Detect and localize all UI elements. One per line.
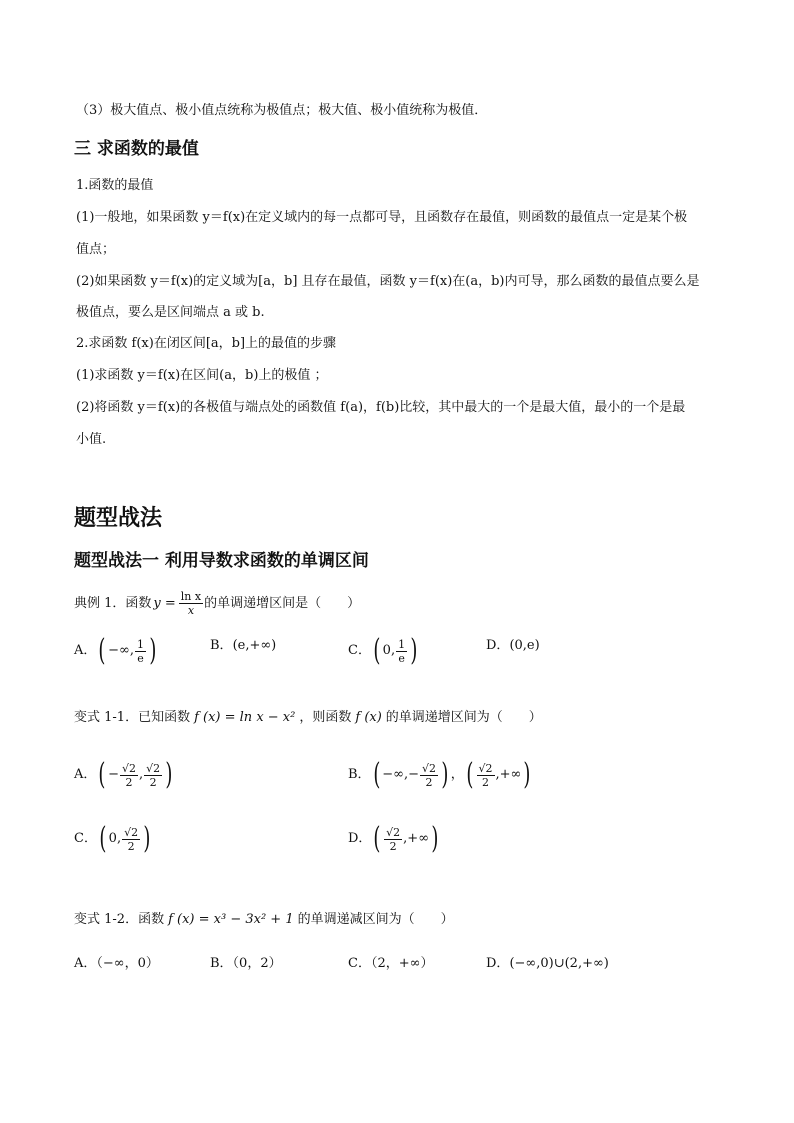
variant-1-1-option-b	[348, 757, 533, 792]
variant-1-2-option-a: A．（−∞，0）	[74, 956, 159, 971]
left-paren: (	[372, 757, 380, 792]
fraction-numerator: 1	[136, 637, 144, 651]
fraction-denominator: 2	[127, 839, 135, 853]
fraction-denominator: 2	[389, 839, 397, 853]
variant-1-1-prefix: 变式 1-1．已知函数	[74, 710, 191, 725]
s1-paragraph-2b: 极值点，要么是区间端点 a 或 b.	[76, 305, 265, 320]
sqrt2-over-2-fraction	[144, 762, 162, 789]
option-c-left: 0,	[382, 643, 396, 658]
variant-1-2-question	[74, 910, 454, 930]
variant-1-1-function: f (x) = ln x − x²	[194, 710, 296, 725]
left-paren: (	[98, 633, 106, 668]
option-d-text: (−∞,0)∪(2,+∞)	[509, 956, 609, 971]
section-3-title: 三 求函数的最值	[74, 139, 199, 159]
variant-1-2-suffix: 的单调递减区间为（ ）	[297, 912, 454, 927]
option-b-text: (e,+∞)	[232, 638, 277, 653]
example-1-option-a	[74, 633, 159, 668]
left-paren: (	[466, 757, 474, 792]
sqrt2-over-2-fraction	[120, 762, 138, 789]
left-paren: (	[373, 821, 381, 856]
variant-1-1-function-ref: f (x)	[355, 710, 382, 725]
fraction-numerator: √2	[122, 761, 137, 775]
fraction-denominator: e	[137, 651, 144, 665]
option-b-right: ,+∞	[495, 767, 522, 782]
option-c-label: C．	[348, 643, 371, 658]
fraction-denominator: 2	[125, 775, 133, 789]
fraction-numerator: √2	[478, 761, 493, 775]
fraction-denominator: 2	[149, 775, 157, 789]
fraction-denominator: 2	[482, 775, 489, 789]
example-1-suffix: 的单调递增区间是（ ）	[204, 595, 361, 611]
option-d-label: D．	[348, 831, 372, 846]
s1-paragraph-1a: (1)一般地，如果函数 y＝f(x)在定义域内的每一点都可导，且函数存在最值，则函数的最值点一定是某个极	[76, 210, 688, 225]
example-1-question	[74, 590, 360, 617]
option-d-right: ,+∞	[403, 831, 430, 846]
fraction-numerator: √2	[422, 761, 437, 775]
example-1-fraction	[179, 590, 203, 617]
option-c-label: C．	[74, 831, 97, 846]
example-1-option-c	[348, 633, 420, 668]
s2-paragraph-2b: 小值.	[76, 432, 107, 447]
variant-1-1-suffix: 的单调递增区间为（ ）	[385, 710, 542, 725]
left-paren: (	[98, 757, 106, 792]
s1-title: 1.函数的最值	[76, 178, 154, 193]
option-b-label: B．	[210, 638, 233, 653]
example-1-prefix: 典例 1．函数	[74, 595, 152, 611]
sqrt2-over-2-fraction	[384, 826, 402, 853]
option-a-left: −∞,	[108, 643, 134, 658]
s2-paragraph-1: (1)求函数 y＝f(x)在区间(a，b)上的极值 ；	[76, 368, 328, 383]
variant-1-1-mid: ，则函数	[299, 710, 352, 725]
fraction-numerator: √2	[124, 825, 139, 839]
left-paren: (	[373, 633, 381, 668]
right-paren: )	[431, 821, 439, 856]
fraction-numerator: √2	[146, 761, 161, 775]
variant-1-1-option-a	[74, 757, 175, 792]
variant-1-2-prefix: 变式 1-2．函数	[74, 912, 165, 927]
option-d-text: (0,e)	[509, 638, 540, 653]
fraction-numerator: ln x	[180, 590, 202, 603]
intro-line: （3）极大值点、极小值点统称为极值点；极大值、极小值统称为极值．	[76, 103, 488, 118]
fraction-denominator: 2	[425, 775, 433, 789]
sqrt2-over-2-fraction	[477, 762, 495, 789]
example-1-y: y =	[153, 595, 176, 611]
variant-1-2-option-d	[486, 954, 609, 974]
sqrt2-over-2-fraction	[122, 826, 140, 853]
example-1-option-b	[210, 636, 276, 656]
variant-1-1-option-c	[74, 821, 153, 856]
right-paren: )	[143, 821, 151, 856]
option-a-fraction	[135, 638, 146, 665]
s2-paragraph-2a: (2)将函数 y＝f(x)的各极值与端点处的函数值 f(a)，f(b)比较，其中最大的一个是最大值，最小的一个是最	[76, 400, 686, 415]
s2-title: 2.求函数 f(x)在闭区间[a，b]上的最值的步骤	[76, 336, 337, 351]
option-c-fraction	[396, 638, 407, 665]
right-paren: )	[165, 757, 173, 792]
minus-sign: −	[108, 767, 120, 782]
fraction-denominator: x	[187, 604, 195, 617]
right-paren: )	[149, 633, 157, 668]
right-paren: )	[410, 633, 418, 668]
right-paren: )	[523, 757, 531, 792]
right-paren: )	[441, 757, 449, 792]
variant-1-2-function: f (x) = x³ − 3x² + 1	[168, 912, 294, 927]
variant-1-2-option-c: C．（2，+∞）	[348, 956, 434, 971]
option-c-left: 0,	[108, 831, 122, 846]
comma: ,	[139, 767, 144, 782]
separator-comma: ，	[450, 767, 464, 782]
variant-1-1-option-d	[348, 821, 441, 856]
example-1-option-d	[486, 636, 540, 656]
tactic-1-heading: 题型战法一 利用导数求函数的单调区间	[74, 551, 369, 571]
s1-paragraph-2a: (2)如果函数 y＝f(x)的定义域为[a，b] 且存在最值，函数 y＝f(x)在(a，b)内可导，那么函数的最值点要么是	[76, 274, 700, 289]
option-b-label: B．	[348, 767, 371, 782]
variant-1-2-option-b: B．（0，2）	[210, 956, 282, 971]
option-a-label: A．	[74, 767, 97, 782]
fraction-numerator: √2	[386, 825, 401, 839]
fraction-denominator: e	[398, 651, 405, 665]
s1-paragraph-1b: 值点；	[76, 242, 116, 257]
main-heading: 题型战法	[74, 506, 163, 531]
option-b-left: −∞,−	[382, 767, 420, 782]
sqrt2-over-2-fraction	[420, 762, 438, 789]
variant-1-1-question	[74, 708, 542, 728]
left-paren: (	[99, 821, 107, 856]
fraction-numerator: 1	[398, 637, 406, 651]
option-d-label: D．	[486, 638, 510, 653]
option-d-label: D．	[486, 956, 510, 971]
option-a-label: A．	[74, 643, 97, 658]
